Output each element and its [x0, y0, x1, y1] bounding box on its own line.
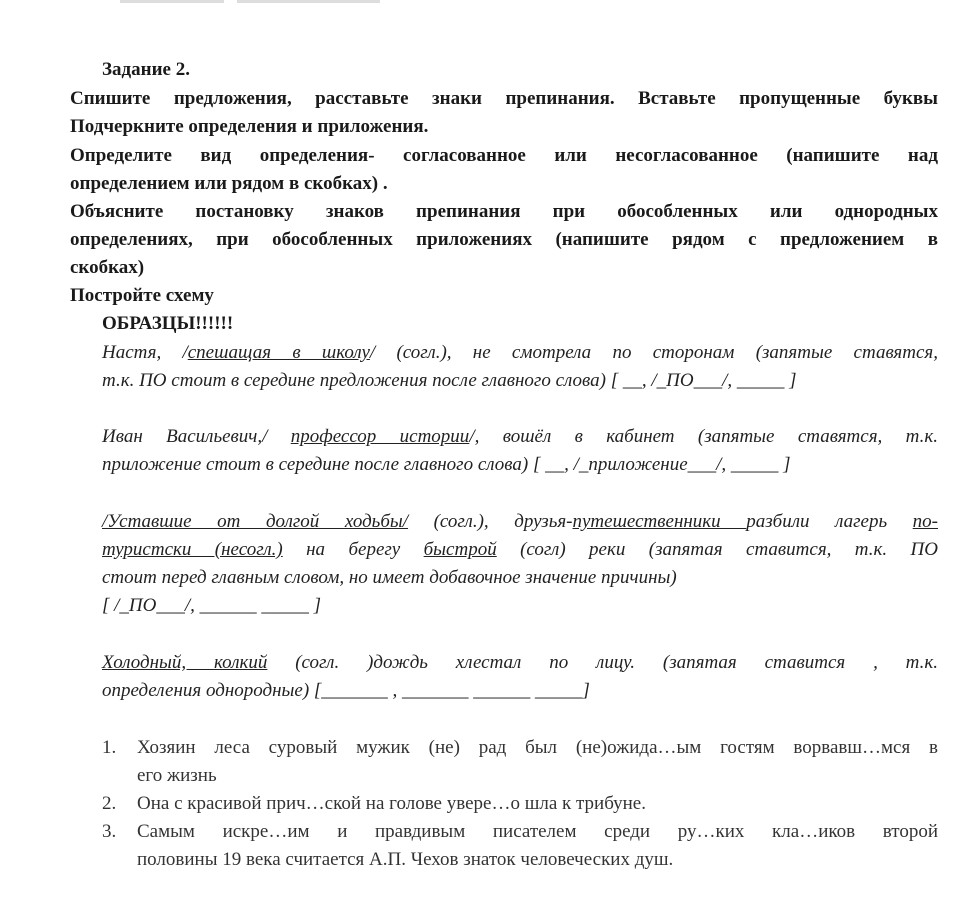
exercise-3-line-1: Самым искре…им и правдивым писателем среди ру…ких кла…иков второй: [137, 821, 938, 842]
example-3-line-3: стоит перед главным словом, но имеет добавочное значение причины): [102, 567, 677, 588]
example-3-text: на берегу: [282, 539, 424, 560]
example-3-line-1: [102, 511, 938, 533]
example-3-underlined: по-: [912, 511, 938, 532]
instruction-line-2: Подчеркните определения и приложения.: [70, 116, 429, 137]
instruction-line-8: Постройте схему: [70, 285, 214, 306]
example-1-text: / (согл.), не смотрела по сторонам (запятые ставятся,: [369, 342, 939, 363]
instruction-line-7: скобках): [70, 257, 145, 278]
example-1-line-1: [102, 342, 938, 364]
example-1-line-2: т.к. ПО стоит в середине предложения после главного слова) [ __, /_ПО___/, _____ ]: [102, 370, 797, 391]
example-3-underlined: быстрой: [423, 539, 497, 560]
example-2-line-2: приложение стоит в середине после главного слова) [ __, /_приложение___/, _____ ]: [102, 454, 791, 475]
example-3-underlined: туристски (несогл.): [102, 539, 283, 560]
exercise-1-line-2: его жизнь: [137, 765, 217, 786]
example-1-underlined: спешащая в школу: [187, 342, 370, 363]
example-4-line-1: [102, 652, 938, 674]
example-4-text: (согл. )дождь хлестал по лицу. (запятая ставится , т.к.: [267, 652, 938, 673]
top-edge-fragment: [120, 0, 380, 3]
example-3-line-4: [ /_ПО___/, ______ _____ ]: [102, 595, 322, 616]
example-3-underlined: /Уставшие от долгой ходьбы/: [102, 511, 409, 532]
example-1-text: Настя, /: [102, 342, 188, 363]
example-4-underlined: Холодный, колкий: [102, 652, 268, 673]
example-2-text: Иван Васильевич,/: [102, 426, 291, 447]
instruction-line-3: Определите вид определения- согласованное или несогласованное (напишите над: [70, 145, 938, 166]
instruction-line-1: Спишите предложения, расставьте знаки препинания. Вставьте пропущенные буквы: [70, 88, 938, 109]
example-4-line-2: определения однородные) [_______ , _______ ______ _____]: [102, 680, 590, 701]
example-3-text: (согл) реки (запятая ставится, т.к. ПО: [496, 539, 938, 560]
instruction-line-6: определениях, при обособленных приложениях (напишите рядом с предложением в: [70, 229, 938, 250]
exercise-2-line-1: Она с красивой прич…ской на голове увере…о шла к трибуне.: [137, 793, 646, 814]
exercise-1-number: 1.: [102, 737, 117, 758]
example-3-underlined: путешественники: [572, 511, 747, 532]
example-3-text: (согл.), друзья-: [408, 511, 573, 532]
example-2-text: /, вошёл в кабинет (запятые ставятся, т.к.: [469, 426, 938, 447]
task-title: Задание 2.: [102, 59, 190, 80]
example-2-line-1: [102, 426, 938, 448]
example-3-text: разбили лагерь: [746, 511, 913, 532]
samples-title: ОБРАЗЦЫ!!!!!!: [102, 313, 234, 334]
exercise-1-line-1: Хозяин леса суровый мужик (не) рад был (не)ожида…ым гостям ворвавш…мся в: [137, 737, 938, 758]
exercise-3-number: 3.: [102, 821, 117, 842]
exercise-3-line-2: половины 19 века считается А.П. Чехов знаток человеческих душ.: [137, 849, 674, 870]
exercise-2-number: 2.: [102, 793, 117, 814]
example-2-underlined: профессор истории: [290, 426, 470, 447]
instruction-line-5: Объясните постановку знаков препинания при обособленных или однородных: [70, 201, 938, 222]
example-3-line-2: [102, 539, 938, 561]
instruction-line-4: определением или рядом в скобках) .: [70, 173, 388, 194]
